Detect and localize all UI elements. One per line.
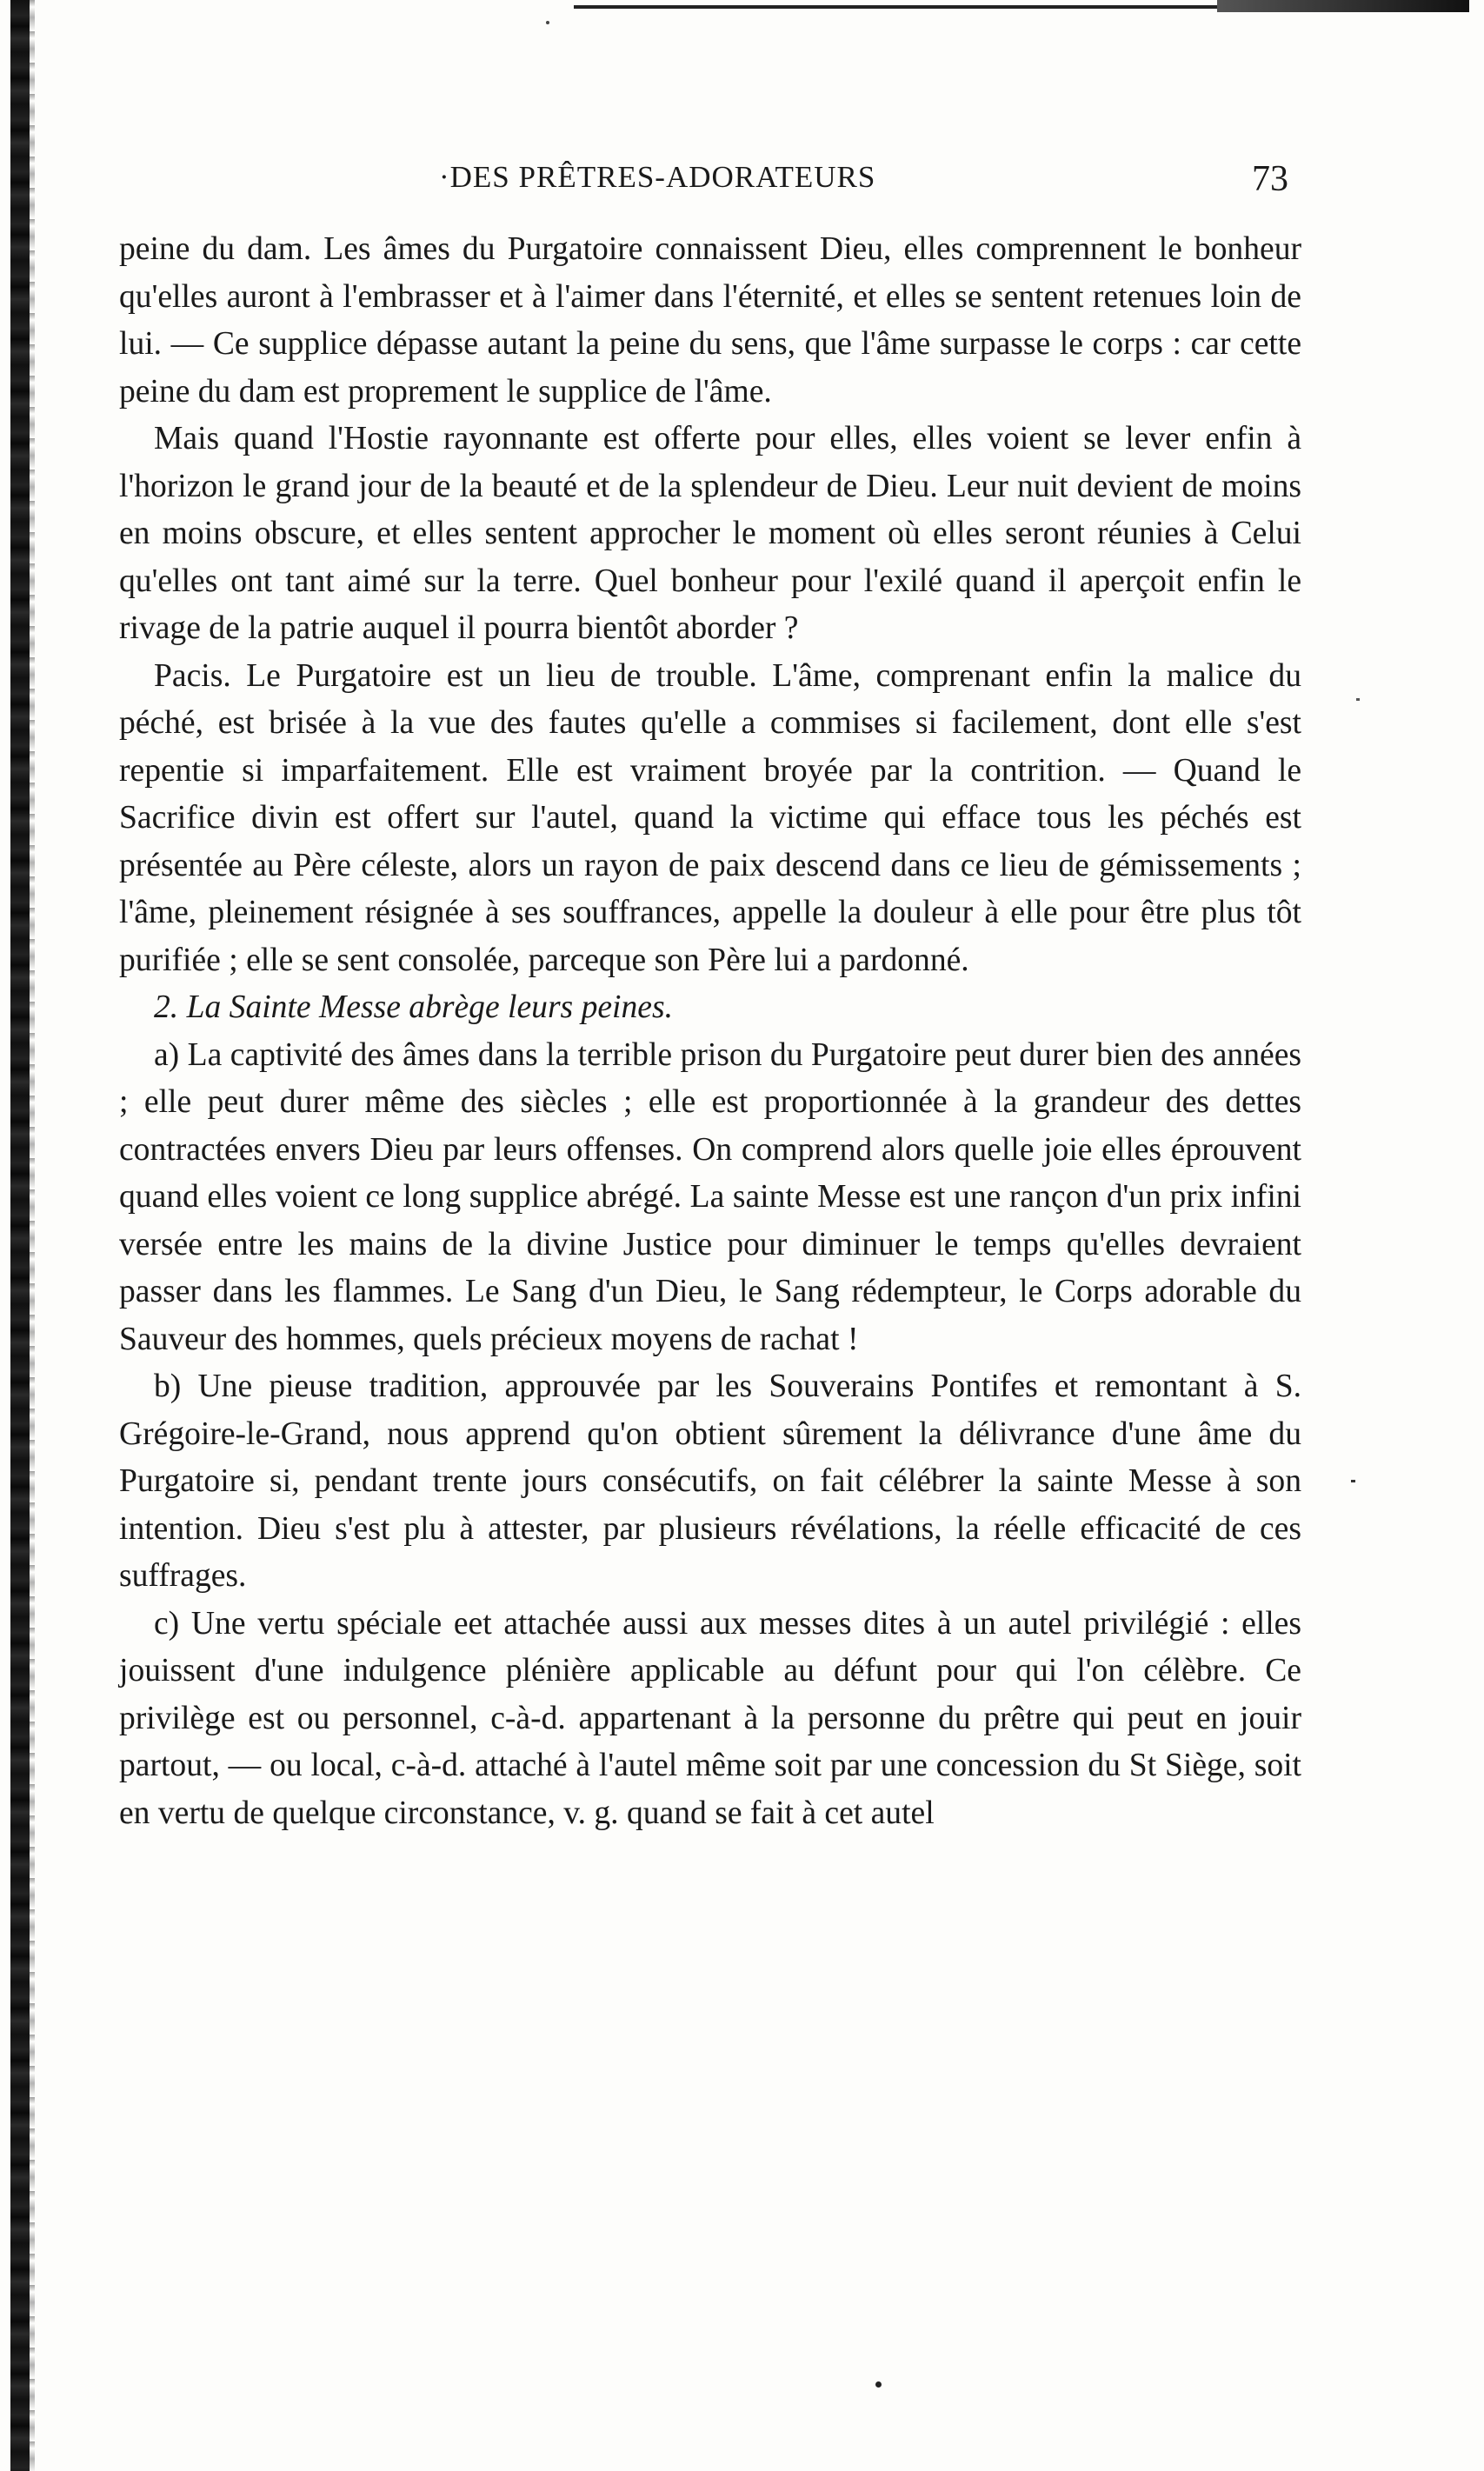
body-text (119, 226, 1301, 1837)
section-heading: 2. La Sainte Messe abrège leurs peines. (154, 989, 673, 1025)
paragraph: c) Une vertu spéciale eet attachée aussi aux messes dites à un autel privilégié : elles jouissent d'une indulgence plénière applicable au défunt pour qui l'on célèbre. Ce privilège est ou personnel, c-à-d. appartenant à la personne du prêtre qui peut en jouir partout, — ou local, c-à-d. attaché à l'autel même soit par une concession du St Siège, soit en vertu de quelque circonstance, v. g. quand se fait à cet autel (119, 1605, 1301, 1831)
paragraph: Mais quand l'Hostie rayonnante est offerte pour elles, elles voient se lever enfin à l'horizon le grand jour de la beauté et de la splendeur de Dieu. Leur nuit devient de moins en moins obscure, et elles sentent approcher le moment où elles seront réunies à Celui qu'elles ont tant aimé sur la terre. Quel bonheur pour l'exilé quand il aperçoit enfin le rivage de la patrie auquel il pourra bientôt aborder ? (119, 421, 1301, 646)
binding-shadow (10, 0, 30, 2471)
top-scan-artifact (1217, 0, 1469, 12)
paragraph: peine du dam. Les âmes du Purgatoire connaissent Dieu, elles comprennent le bonheur qu'elles auront à l'embrasser et à l'aimer dans l'éternité, et elles se sentent retenues loin de lui. — Ce supplice dépasse autant la peine du sens, que l'âme surpasse le corps : car cette peine du dam est proprement le supplice de l'âme. (119, 231, 1301, 410)
scan-speck (1356, 698, 1360, 701)
paragraph: Pacis. Le Purgatoire est un lieu de trouble. L'âme, comprenant enfin la malice du péché, est brisée à la vue des fautes qu'elle a commises si facilement, dont elle s'est repentie si imparfaitement. Elle est vraiment broyée par la contrition. — Quand le Sacrifice divin est offert sur l'autel, quand la victime qui efface tous les péchés est présentée au Père céleste, alors un rayon de paix descend dans ce lieu de gémissements ; l'âme, pleinement résignée à ses souffrances, appelle la douleur à elle pour être plus tôt purifiée ; elle se sent consolée, parceque son Père lui a pardonné. (119, 657, 1301, 978)
binding-edge (30, 0, 35, 2471)
page-number: 73 (1252, 159, 1288, 199)
running-head: ·DES PRÊTRES-ADORATEURS (439, 160, 876, 194)
scan-speck (546, 21, 549, 24)
scan-speck (875, 2381, 882, 2388)
scan-speck (1351, 1480, 1355, 1482)
paragraph: a) La captivité des âmes dans la terrible prison du Purgatoire peut durer bien des années ; elle peut durer même des siècles ; elle est proportionnée à la grandeur des dettes contractées envers Dieu par leurs offenses. On comprend alors quelle joie elles éprouvent quand elles voient ce long supplice abrégé. La sainte Messe est une rançon d'un prix infini versée entre les mains de la divine Justice pour diminuer le temps qu'elles devraient passer dans les flammes. Le Sang d'un Dieu, le Sang rédempteur, le Corps adorable du Sauveur des hommes, quels précieux moyens de rachat ! (119, 1036, 1301, 1357)
paragraph: b) Une pieuse tradition, approuvée par les Souverains Pontifes et remontant à S. Grégoire-le-Grand, nous apprend qu'on obtient sûrement la délivrance d'une âme du Purgatoire si, pendant trente jours consécutifs, on fait célébrer la sainte Messe à son intention. Dieu s'est plu à attester, par plusieurs révélations, la réelle efficacité de ces suffrages. (119, 1369, 1301, 1594)
